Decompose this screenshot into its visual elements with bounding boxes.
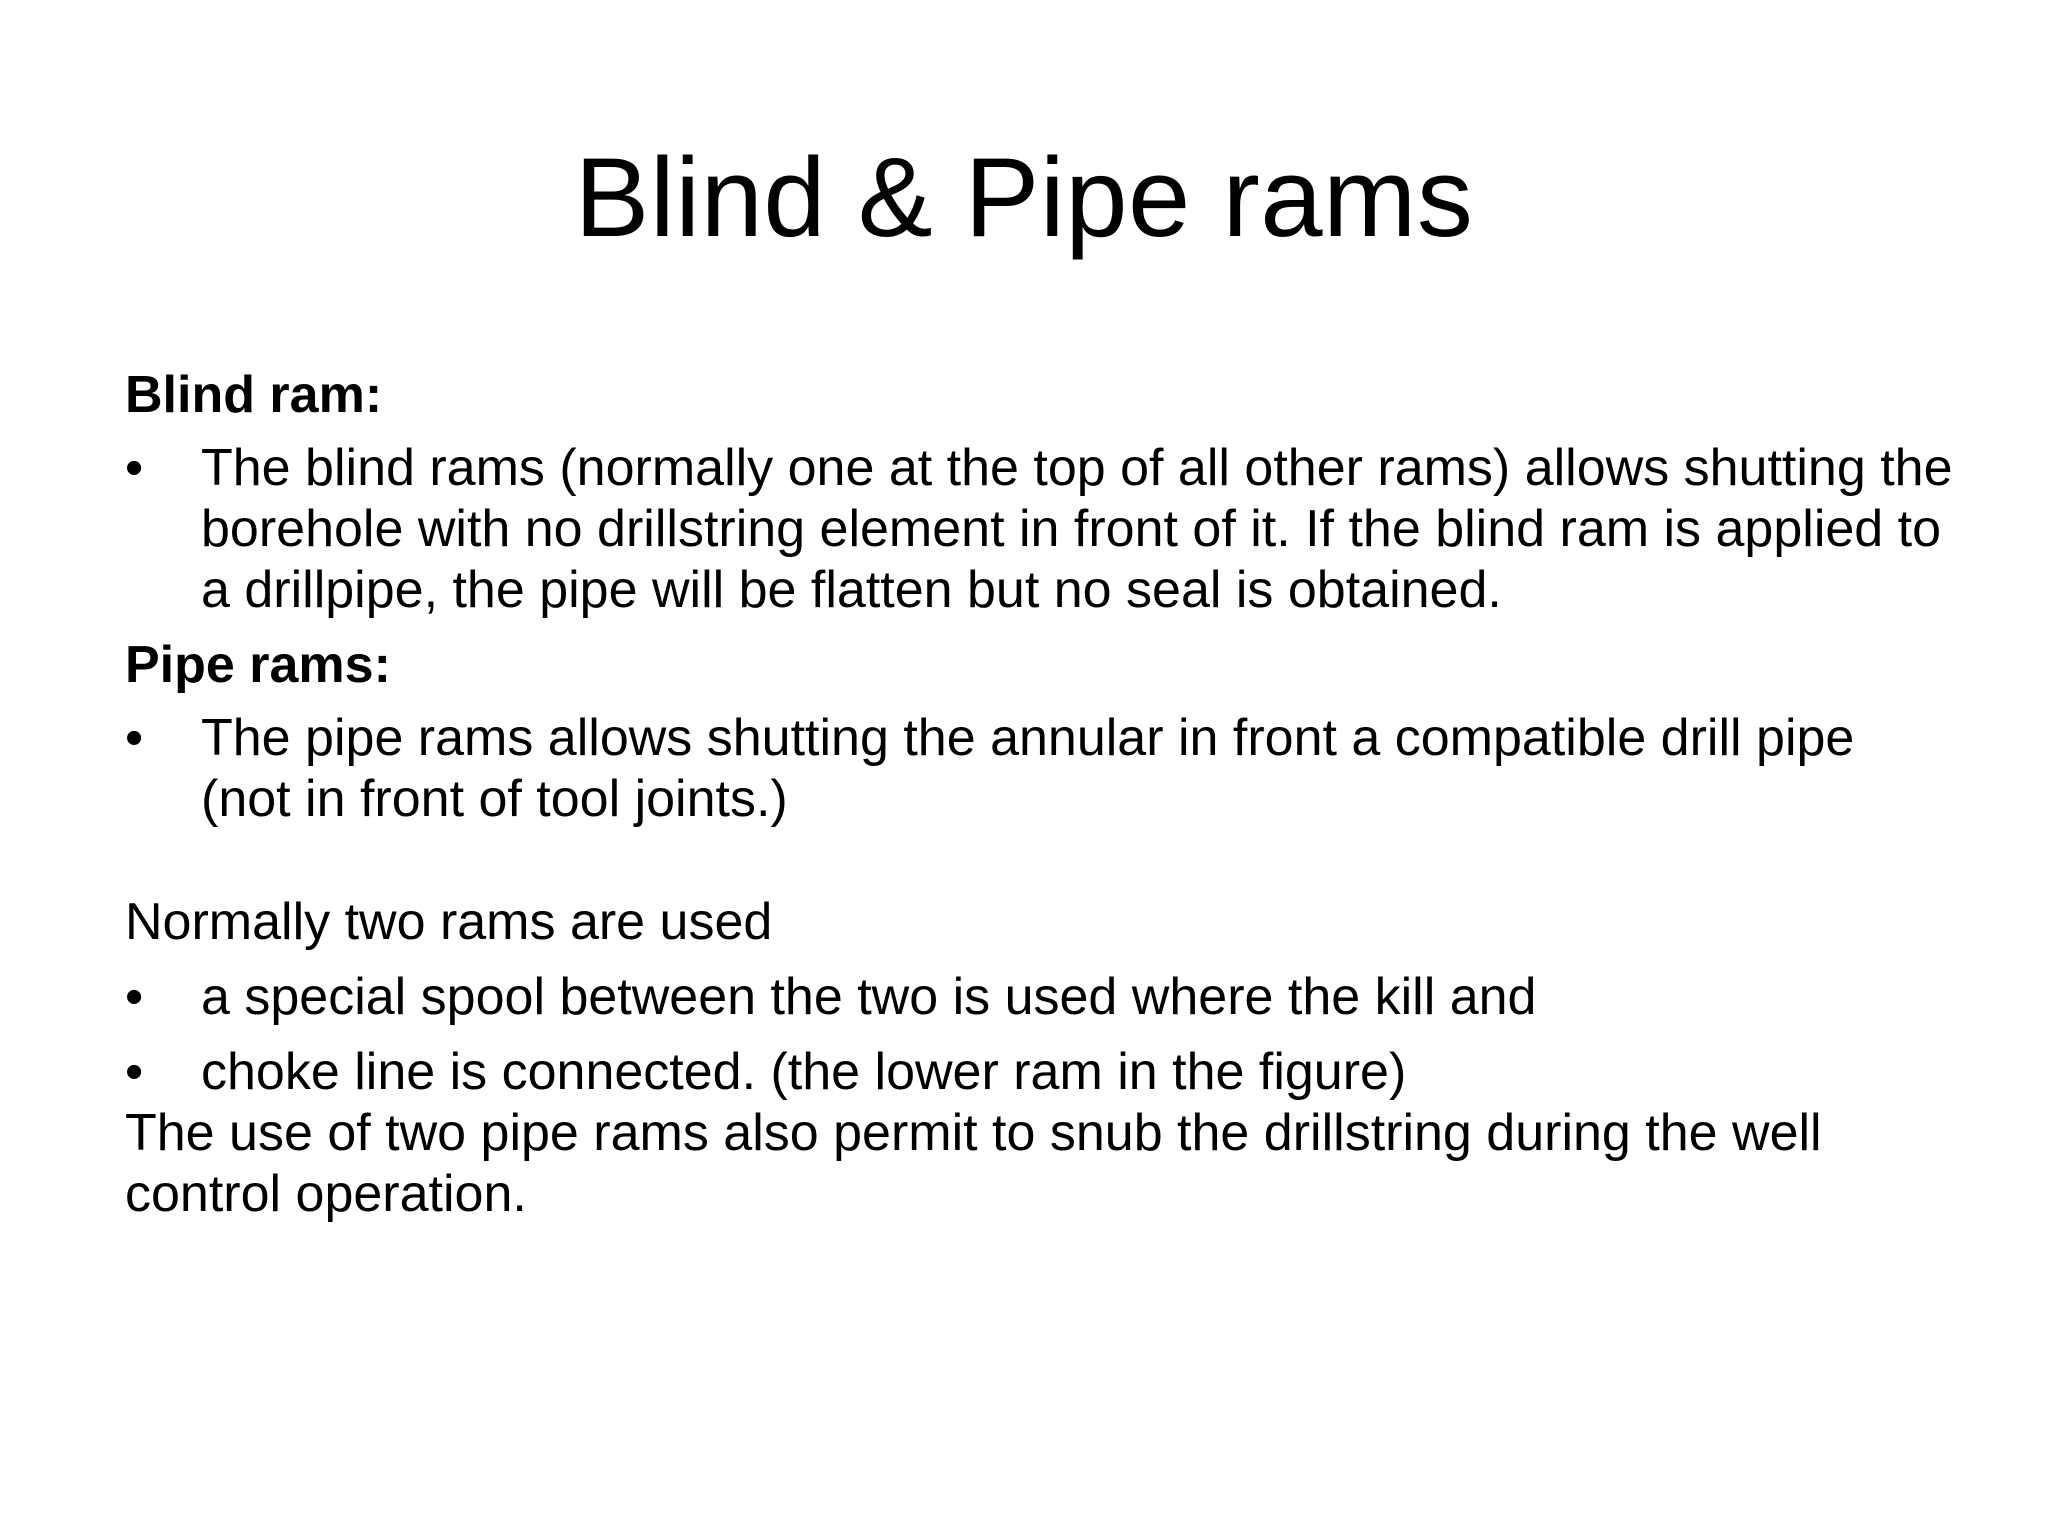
- bullet-icon: •: [125, 439, 144, 497]
- pipe-rams-bullet: [125, 708, 1955, 830]
- blind-ram-text: The blind rams (normally one at the top of all other rams) allows shutting the borehole with no drillstring element in front of it. If the blind ram is applied to a drillpipe, the pipe will be flatten but no seal is obtained.: [201, 439, 1953, 619]
- pipe-rams-text: The pipe rams allows shutting the annular in front a compatible drill pipe (not in front of tool joints.): [201, 709, 1855, 828]
- choke-line-text: choke line is connected. (the lower ram in the figure): [201, 1043, 1407, 1101]
- normal-intro: Normally two rams are used: [125, 893, 773, 951]
- closing-paragraph: The use of two pipe rams also permit to snub the drillstring during the well control operation.: [125, 1104, 1822, 1223]
- blind-ram-heading: Blind ram:: [125, 366, 383, 424]
- slide-title: Blind & Pipe rams: [574, 135, 1474, 260]
- slide-body: [125, 365, 1955, 1225]
- spool-bullet: [125, 967, 1955, 1028]
- choke-line-bullet: [125, 1042, 1955, 1103]
- spacer: [125, 830, 1955, 892]
- bullet-icon: •: [125, 1043, 144, 1101]
- bullet-icon: •: [125, 709, 144, 767]
- spool-text: a special spool between the two is used where the kill and: [201, 968, 1537, 1026]
- pipe-rams-heading: Pipe rams:: [125, 636, 391, 694]
- bullet-icon: •: [125, 968, 144, 1026]
- blind-ram-bullet: [125, 438, 1955, 621]
